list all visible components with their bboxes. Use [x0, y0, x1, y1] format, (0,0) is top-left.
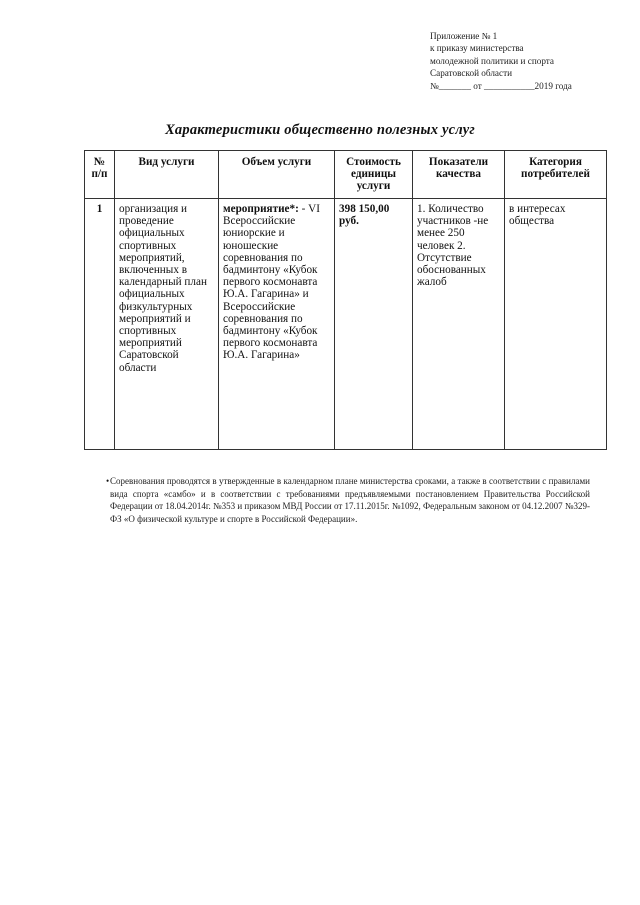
header-volume: Объем услуги [219, 151, 335, 199]
footnote-text: Соревнования проводятся в утвержденные в календарном плане министерства сроками, а также в соответствии с правилами вида спорта «самбо» и в соответствии с требованиями предъявляемыми постановлением Правительства Российской Федерации от 18.04.2014г. №353 и приказом МВД России от 17.11.2015г. №1092, Федеральным законом от 04.12.2007 №329-ФЗ «О физической культуре и спорте в Российской Федерации». [110, 476, 590, 524]
appendix-line: молодежной политики и спорта [430, 55, 555, 66]
header-service: Вид услуги [115, 151, 219, 199]
appendix-block [430, 30, 630, 92]
header-cost: Стоимость единицы услуги [335, 151, 413, 199]
header-quality: Показатели качества [413, 151, 505, 199]
cell-volume [219, 199, 335, 450]
volume-text: - VI Всероссийские юниорские и юношеские соревнования по бадминтону «Кубок первого космонавта Ю.А. Гагарина» и Всероссийские соревнования по бадминтону «Кубок первого космонавта Ю.А. Гагарина» [223, 203, 320, 362]
appendix-line: №_______ от ___________2019 года [430, 80, 572, 91]
services-table [84, 150, 607, 450]
cell-num: 1 [85, 199, 115, 450]
table-header-row [85, 151, 607, 199]
header-num: № п/п [85, 151, 115, 199]
cell-service: организация и проведение официальных спортивных мероприятий, включенных в календарный план официальных физкультурных мероприятий и спортивных мероприятий Саратовской области [115, 199, 219, 450]
appendix-line: Приложение № 1 [430, 31, 498, 41]
cell-cost: 398 150,00 руб. [335, 199, 413, 450]
appendix-line: к приказу министерства [430, 43, 524, 54]
table-row [85, 199, 607, 450]
cell-consumers: в интересах общества [505, 199, 607, 450]
volume-heading: мероприятие*: [223, 203, 299, 215]
appendix-line: Саратовской области [430, 68, 513, 79]
bullet-icon: • [106, 476, 110, 486]
cell-quality: 1. Количество участников -не менее 250 человек 2. Отсутствие обоснованных жалоб [413, 199, 505, 450]
header-consumers: Категория потребителей [505, 151, 607, 199]
document-title: Характеристики общественно полезных услуг [165, 122, 475, 138]
